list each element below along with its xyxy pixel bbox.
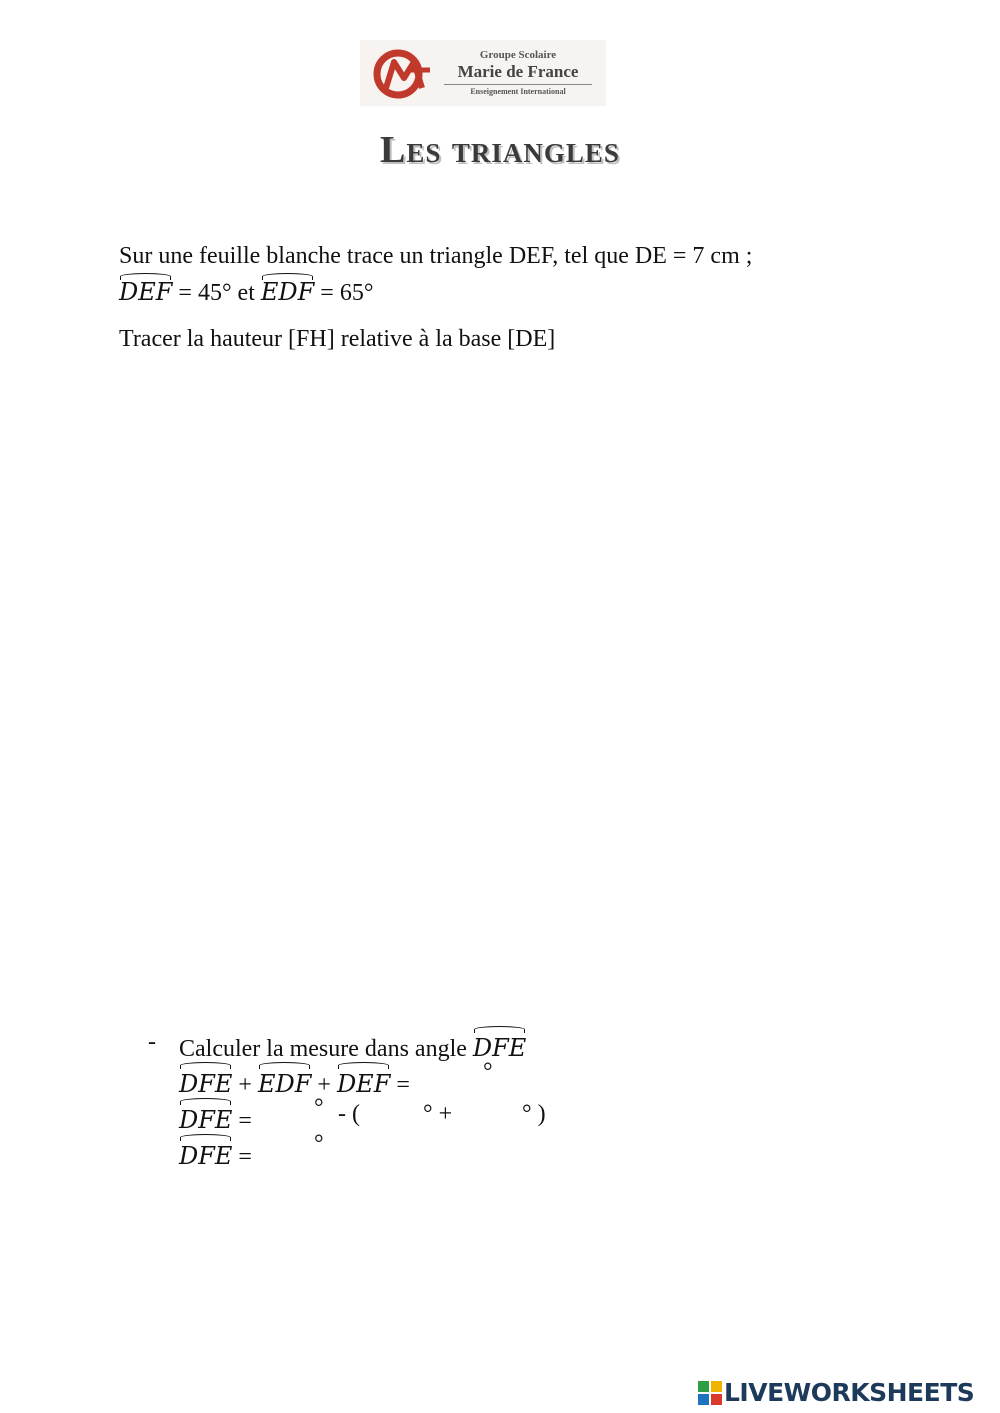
calc-sum-row: [148, 1060, 748, 1096]
calc-intro-row: [148, 1024, 748, 1060]
calculation-section: [148, 1024, 748, 1168]
logo-school-name: Marie de France: [457, 62, 579, 81]
angle-edf: EDF: [258, 1060, 311, 1102]
calc-intro-text: Calculer la mesure dans angle: [179, 1036, 467, 1062]
angle-dfe: DFE: [473, 1024, 526, 1066]
angle-dfe: DFE: [179, 1132, 232, 1174]
liveworksheets-text: LIVEWORKSHEETS: [724, 1378, 975, 1407]
bullet-dash: -: [148, 1029, 156, 1055]
angle-edf-value: = 65°: [314, 280, 374, 306]
angle-dfe: DFE: [179, 1060, 232, 1102]
angle-def-value: = 45° et: [172, 280, 261, 306]
instruction-triangle: [119, 241, 752, 308]
page-title: Les triangles: [380, 129, 620, 171]
angle-edf: EDF: [261, 271, 314, 307]
angle-def: DEF: [119, 271, 172, 307]
sum-degree-symbol: °: [483, 1059, 493, 1085]
logo-divider: [444, 84, 592, 85]
angle-def: DEF: [337, 1060, 390, 1102]
open-parenthesis: - (: [338, 1101, 360, 1127]
calc-result-row: [148, 1132, 748, 1168]
degree-symbol: °: [314, 1095, 324, 1121]
instruction-height: Tracer la hauteur [FH] relative à la base [DE]: [119, 326, 556, 352]
instruction-text: Sur une feuille blanche trace un triangle DEF, tel que DE = 7 cm ;: [119, 243, 753, 269]
school-logo: [360, 40, 606, 106]
school-emblem-icon: [372, 48, 434, 100]
calc-difference-row: [148, 1096, 748, 1132]
logo-tagline: Enseignement International: [470, 87, 566, 96]
degree-close: ° ): [522, 1101, 546, 1127]
degree-plus: ° +: [423, 1101, 453, 1127]
liveworksheets-logo-icon: [698, 1381, 722, 1405]
result-degree-symbol: °: [314, 1131, 324, 1157]
equals-sign: =: [396, 1072, 410, 1098]
logo-group-label: Groupe Scolaire: [479, 49, 557, 61]
plus-sign: +: [238, 1072, 252, 1098]
plus-sign: +: [317, 1072, 331, 1098]
angle-dfe: DFE: [179, 1096, 232, 1138]
equals-sign: =: [238, 1144, 252, 1170]
equals-sign: =: [238, 1108, 252, 1134]
